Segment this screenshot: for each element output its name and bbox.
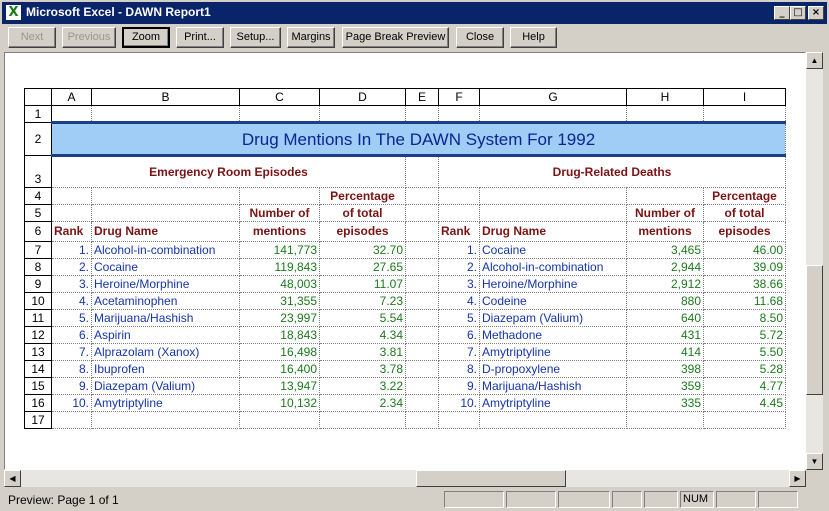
er-drug-cell[interactable]: Amytriptyline	[92, 395, 240, 412]
deaths-percentage-cell[interactable]: 5.50	[704, 344, 786, 361]
er-rank-cell[interactable]: 6.	[52, 327, 92, 344]
empty-cell[interactable]	[406, 242, 439, 259]
preview-page	[4, 52, 806, 470]
er-mentions-cell[interactable]: 31,355	[240, 293, 320, 310]
status-message: Preview: Page 1 of 1	[8, 493, 119, 507]
section-title-er[interactable]: Emergency Room Episodes	[52, 156, 406, 188]
header-episodes[interactable]: episodes	[320, 222, 406, 242]
er-rank-cell[interactable]: 3.	[52, 276, 92, 293]
deaths-rank-cell[interactable]: 5.	[439, 310, 480, 327]
er-drug-cell[interactable]: Diazepam (Valium)	[92, 378, 240, 395]
deaths-rank-cell[interactable]: 7.	[439, 344, 480, 361]
spreadsheet-grid	[24, 88, 786, 429]
minimize-button[interactable]: _	[774, 6, 790, 20]
scroll-left-arrow-icon[interactable]: ◀	[4, 470, 21, 487]
vertical-scrollbar[interactable]	[806, 52, 823, 470]
col-header[interactable]: F	[439, 89, 480, 106]
deaths-mentions-cell[interactable]: 2,912	[627, 276, 704, 293]
er-rank-cell[interactable]: 1.	[52, 242, 92, 259]
er-rank-cell[interactable]: 9.	[52, 378, 92, 395]
table-row	[25, 276, 786, 293]
deaths-mentions-cell[interactable]: 880	[627, 293, 704, 310]
header-percentage[interactable]: Percentage	[320, 188, 406, 205]
excel-app-icon[interactable]: X	[6, 5, 21, 20]
er-rank-cell[interactable]: 2.	[52, 259, 92, 276]
er-percentage-cell[interactable]: 4.34	[320, 327, 406, 344]
empty-cell[interactable]	[406, 395, 439, 412]
deaths-mentions-cell[interactable]: 335	[627, 395, 704, 412]
row-header[interactable]: 10	[25, 293, 52, 310]
er-drug-cell[interactable]: Aspirin	[92, 327, 240, 344]
row-header[interactable]: 6	[25, 222, 52, 242]
deaths-rank-cell[interactable]: 6.	[439, 327, 480, 344]
close-button[interactable]: Close	[456, 27, 504, 48]
empty-cell[interactable]	[406, 259, 439, 276]
deaths-mentions-cell[interactable]: 431	[627, 327, 704, 344]
er-mentions-cell[interactable]: 13,947	[240, 378, 320, 395]
col-header[interactable]: A	[52, 89, 92, 106]
er-percentage-cell[interactable]: 3.78	[320, 361, 406, 378]
er-drug-cell[interactable]: Alcohol-in-combination	[92, 242, 240, 259]
header-drug-name[interactable]: Drug Name	[480, 222, 627, 242]
deaths-rank-cell[interactable]: 9.	[439, 378, 480, 395]
deaths-drug-cell[interactable]: Alcohol-in-combination	[480, 259, 627, 276]
print-button[interactable]: Print...	[176, 27, 224, 48]
table-row	[25, 259, 786, 276]
status-panel	[506, 491, 556, 508]
zoom-button[interactable]: Zoom	[122, 27, 170, 48]
table-row	[25, 344, 786, 361]
deaths-mentions-cell[interactable]: 359	[627, 378, 704, 395]
deaths-drug-cell[interactable]: Cocaine	[480, 242, 627, 259]
empty-cell[interactable]	[406, 378, 439, 395]
deaths-percentage-cell[interactable]: 8.50	[704, 310, 786, 327]
row-header[interactable]: 2	[25, 123, 52, 156]
scrollbar-corner	[806, 470, 823, 487]
deaths-percentage-cell[interactable]: 4.77	[704, 378, 786, 395]
row-header[interactable]: 15	[25, 378, 52, 395]
header-of-total[interactable]: of total	[704, 205, 786, 222]
er-rank-cell[interactable]: 10.	[52, 395, 92, 412]
deaths-drug-cell[interactable]: Diazepam (Valium)	[480, 310, 627, 327]
previous-button[interactable]: Previous	[62, 27, 116, 48]
margins-button[interactable]: Margins	[287, 27, 335, 48]
num-lock-indicator: NUM	[680, 491, 714, 508]
deaths-rank-cell[interactable]: 1.	[439, 242, 480, 259]
deaths-mentions-cell[interactable]: 2,944	[627, 259, 704, 276]
er-drug-cell[interactable]: Heroine/Morphine	[92, 276, 240, 293]
deaths-percentage-cell[interactable]: 46.00	[704, 242, 786, 259]
row-header[interactable]: 4	[25, 188, 52, 205]
er-percentage-cell[interactable]: 3.81	[320, 344, 406, 361]
deaths-percentage-cell[interactable]: 4.45	[704, 395, 786, 412]
deaths-percentage-cell[interactable]: 38.66	[704, 276, 786, 293]
table-row	[25, 378, 786, 395]
er-mentions-cell[interactable]: 18,843	[240, 327, 320, 344]
er-mentions-cell[interactable]: 10,132	[240, 395, 320, 412]
close-window-button[interactable]: ×	[808, 6, 824, 20]
header-percentage[interactable]: Percentage	[704, 188, 786, 205]
header-rank[interactable]: Rank	[439, 222, 480, 242]
row-header[interactable]: 11	[25, 310, 52, 327]
header-number-of[interactable]: Number of	[240, 205, 320, 222]
header-episodes[interactable]: episodes	[704, 222, 786, 242]
er-mentions-cell[interactable]: 16,400	[240, 361, 320, 378]
row-header[interactable]: 13	[25, 344, 52, 361]
deaths-rank-cell[interactable]: 3.	[439, 276, 480, 293]
deaths-mentions-cell[interactable]: 398	[627, 361, 704, 378]
deaths-drug-cell[interactable]: Amytriptyline	[480, 344, 627, 361]
header-number-of[interactable]: Number of	[627, 205, 704, 222]
empty-cell[interactable]	[406, 276, 439, 293]
status-panel	[716, 491, 756, 508]
deaths-rank-cell[interactable]: 10.	[439, 395, 480, 412]
window-title-bar	[0, 0, 829, 24]
table-row	[25, 242, 786, 259]
header-of-total[interactable]: of total	[320, 205, 406, 222]
deaths-drug-cell[interactable]: D-propoxylene	[480, 361, 627, 378]
maximize-button[interactable]: □	[790, 6, 806, 20]
col-header[interactable]: H	[627, 89, 704, 106]
horizontal-scrollbar[interactable]	[4, 470, 806, 487]
er-drug-cell[interactable]: Acetaminophen	[92, 293, 240, 310]
deaths-rank-cell[interactable]: 2.	[439, 259, 480, 276]
table-row	[25, 310, 786, 327]
col-header[interactable]: G	[480, 89, 627, 106]
er-rank-cell[interactable]: 5.	[52, 310, 92, 327]
deaths-rank-cell[interactable]: 8.	[439, 361, 480, 378]
deaths-percentage-cell[interactable]: 11.68	[704, 293, 786, 310]
page-break-preview-button[interactable]: Page Break Preview	[342, 27, 449, 48]
setup-button[interactable]: Setup...	[230, 27, 281, 48]
empty-cell[interactable]	[406, 310, 439, 327]
row-header[interactable]: 8	[25, 259, 52, 276]
empty-cell[interactable]	[406, 344, 439, 361]
er-rank-cell[interactable]: 4.	[52, 293, 92, 310]
table-row	[25, 327, 786, 344]
status-panel	[612, 491, 642, 508]
er-percentage-cell[interactable]: 3.22	[320, 378, 406, 395]
er-drug-cell[interactable]: Ibuprofen	[92, 361, 240, 378]
empty-cell[interactable]	[406, 327, 439, 344]
corner-cell[interactable]	[25, 89, 52, 106]
deaths-percentage-cell[interactable]: 5.28	[704, 361, 786, 378]
scroll-up-arrow-icon[interactable]: ▲	[806, 52, 823, 69]
deaths-drug-cell[interactable]: Amytriptyline	[480, 395, 627, 412]
er-percentage-cell[interactable]: 7.23	[320, 293, 406, 310]
scroll-right-arrow-icon[interactable]: ▶	[789, 470, 806, 487]
scroll-down-arrow-icon[interactable]: ▼	[806, 453, 823, 470]
row-header[interactable]: 14	[25, 361, 52, 378]
header-mentions[interactable]: mentions	[240, 222, 320, 242]
er-mentions-cell[interactable]: 119,843	[240, 259, 320, 276]
er-mentions-cell[interactable]: 48,003	[240, 276, 320, 293]
empty-cell[interactable]	[406, 293, 439, 310]
vertical-scroll-thumb[interactable]	[806, 265, 823, 395]
deaths-mentions-cell[interactable]: 3,465	[627, 242, 704, 259]
er-percentage-cell[interactable]: 27.65	[320, 259, 406, 276]
col-header[interactable]: B	[92, 89, 240, 106]
deaths-drug-cell[interactable]: Heroine/Morphine	[480, 276, 627, 293]
er-drug-cell[interactable]: Marijuana/Hashish	[92, 310, 240, 327]
er-rank-cell[interactable]: 8.	[52, 361, 92, 378]
er-percentage-cell[interactable]: 32.70	[320, 242, 406, 259]
help-button[interactable]: Help	[510, 27, 557, 48]
next-button[interactable]: Next	[8, 27, 56, 48]
col-header[interactable]: D	[320, 89, 406, 106]
status-panel	[644, 491, 678, 508]
er-mentions-cell[interactable]: 23,997	[240, 310, 320, 327]
table-row	[25, 361, 786, 378]
table-row	[25, 293, 786, 310]
deaths-rank-cell[interactable]: 4.	[439, 293, 480, 310]
status-panel	[444, 491, 504, 508]
header-mentions[interactable]: mentions	[627, 222, 704, 242]
col-header[interactable]: E	[406, 89, 439, 106]
er-drug-cell[interactable]: Alprazolam (Xanox)	[92, 344, 240, 361]
row-header[interactable]: 5	[25, 205, 52, 222]
er-percentage-cell[interactable]: 5.54	[320, 310, 406, 327]
deaths-mentions-cell[interactable]: 640	[627, 310, 704, 327]
status-panel	[558, 491, 610, 508]
col-header[interactable]: C	[240, 89, 320, 106]
deaths-percentage-cell[interactable]: 5.72	[704, 327, 786, 344]
row-header[interactable]: 1	[25, 106, 52, 123]
deaths-drug-cell[interactable]: Marijuana/Hashish	[480, 378, 627, 395]
row-header[interactable]: 17	[25, 412, 52, 429]
row-header[interactable]: 12	[25, 327, 52, 344]
deaths-drug-cell[interactable]: Codeine	[480, 293, 627, 310]
row-header[interactable]: 9	[25, 276, 52, 293]
empty-cell[interactable]	[406, 361, 439, 378]
row-header[interactable]: 3	[25, 156, 52, 188]
status-panel	[758, 491, 798, 508]
er-drug-cell[interactable]: Cocaine	[92, 259, 240, 276]
deaths-percentage-cell[interactable]: 39.09	[704, 259, 786, 276]
print-preview-toolbar	[0, 24, 829, 50]
window-title: Microsoft Excel - DAWN Report1	[26, 5, 211, 19]
section-title-deaths[interactable]: Drug-Related Deaths	[439, 156, 786, 188]
er-percentage-cell[interactable]: 2.34	[320, 395, 406, 412]
deaths-drug-cell[interactable]: Methadone	[480, 327, 627, 344]
table-row	[25, 395, 786, 412]
header-drug-name[interactable]: Drug Name	[92, 222, 240, 242]
report-title[interactable]: Drug Mentions In The DAWN System For 1992	[52, 123, 786, 156]
er-percentage-cell[interactable]: 11.07	[320, 276, 406, 293]
header-rank[interactable]: Rank	[52, 222, 92, 242]
er-mentions-cell[interactable]: 16,498	[240, 344, 320, 361]
deaths-mentions-cell[interactable]: 414	[627, 344, 704, 361]
row-header[interactable]: 7	[25, 242, 52, 259]
col-header[interactable]: I	[704, 89, 786, 106]
horizontal-scroll-thumb[interactable]	[416, 470, 566, 487]
status-bar	[0, 489, 829, 511]
er-rank-cell[interactable]: 7.	[52, 344, 92, 361]
row-header[interactable]: 16	[25, 395, 52, 412]
er-mentions-cell[interactable]: 141,773	[240, 242, 320, 259]
